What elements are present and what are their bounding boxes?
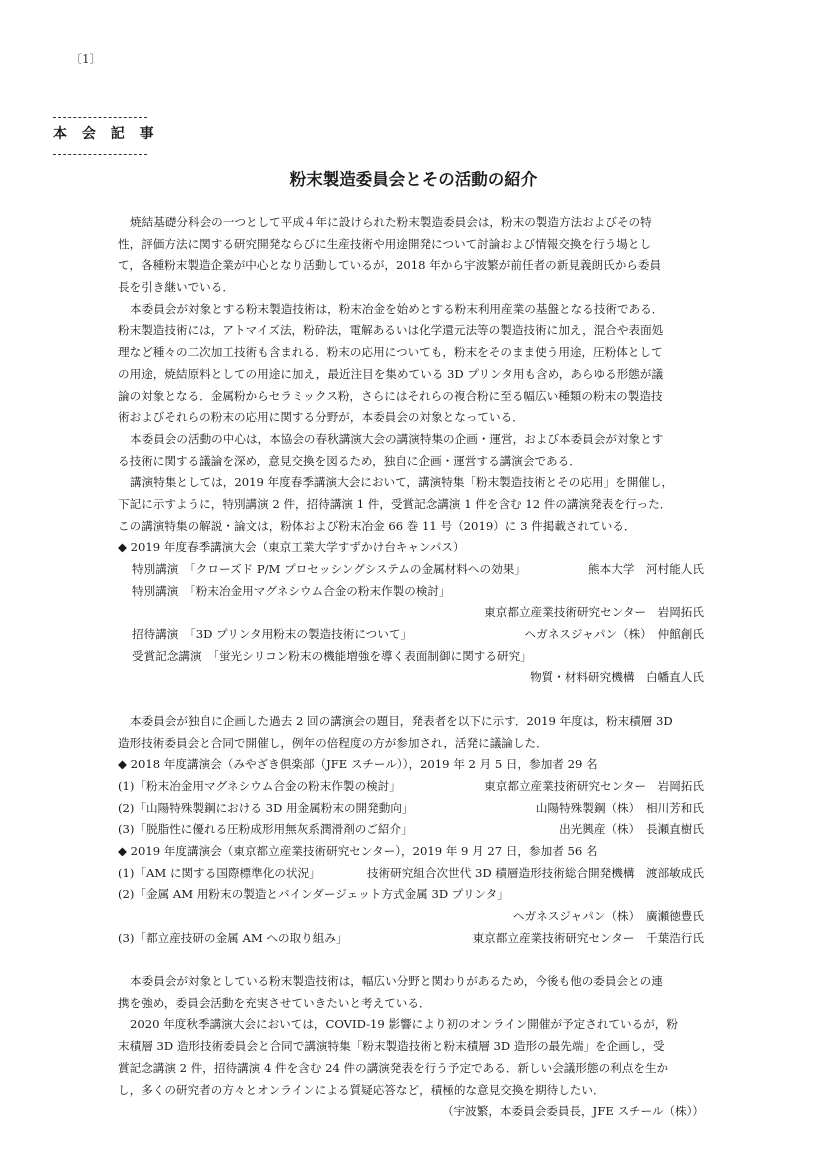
talk-affiliation: 山陽特殊製鋼（株） 相川芳和氏 bbox=[535, 800, 704, 815]
talk-entry bbox=[118, 863, 712, 885]
lecture-affiliation: 熊本大学 河村能人氏 bbox=[588, 562, 704, 576]
talk-affiliation: 出光興産（株） 長瀬直樹氏 bbox=[559, 822, 704, 837]
talk-title: (1)「AM に関する国際標準化の状況」 bbox=[118, 865, 321, 880]
article-title: 粉末製造委員会とその活動の紹介 bbox=[289, 170, 538, 189]
paragraph-line: 長を引き継いでいる． bbox=[118, 280, 234, 295]
talk-title: (3)「都立産技研の金属 AM への取り組み」 bbox=[118, 930, 348, 945]
section-title: 本 会 記 事 bbox=[53, 126, 159, 142]
talk-entry bbox=[118, 928, 712, 950]
paragraph-line: 本委員会が対象とする粉末製造技術は，粉末冶金を始めとする粉末利用産業の基盤となる技術である． bbox=[130, 301, 664, 316]
paragraph-line: 本委員会が独自に企画した過去 2 回の講演会の題目，発表者を以下に示す．2019 年度は，粉末積層 3D bbox=[130, 713, 673, 728]
lecture-affiliation: 東京都立産業技術研究センター 岩岡拓氏 bbox=[484, 605, 704, 620]
paragraph-line: 2020 年度秋季講演大会においては，COVID-19 影響により初のオンライン開催が予定されているが，粉 bbox=[130, 1017, 678, 1032]
talk-title: (2)「山陽特殊製鋼における 3D 用金属粉末の開発動向」 bbox=[118, 800, 414, 815]
paragraph-line: 講演特集としては，2019 年度春季講演大会において，講演特集「粉末製造技術とその応用」を開催し， bbox=[130, 475, 674, 490]
section-rule-top bbox=[53, 117, 147, 118]
article-body bbox=[118, 212, 712, 1123]
lecture-entry bbox=[118, 624, 712, 646]
talk-entry bbox=[118, 819, 712, 841]
paragraph-line: 賞記念講演 2 件，招待講演 4 件を含む 24 件の講演発表を行う予定である．新しい会議形態の利点を生か bbox=[118, 1060, 669, 1075]
spring-2019-heading: ◆ 2019 年度春季講演大会（東京工業大学すずかけ台キャンパス） bbox=[118, 540, 465, 555]
lecture-affiliation: 物質・材料研究機構 白幡直人氏 bbox=[530, 670, 704, 685]
paragraph-line: 本委員会が対象としている粉末製造技術は，幅広い分野と関わりがあるため，今後も他の委員会との連 bbox=[130, 974, 663, 989]
paragraph-line: し，多くの研究者の方々とオンラインによる質疑応答など，積極的な意見交換を期待したい． bbox=[118, 1082, 605, 1097]
paragraph-line: 術およびそれらの粉末の応用に関する分野が，本委員会の対象となっている． bbox=[118, 410, 524, 425]
meeting-2019-heading: ◆ 2019 年度講演会（東京都立産業技術研究センター），2019 年 9 月 27 日，参加者 56 名 bbox=[118, 843, 598, 858]
paragraph-line: 理など種々の二次加工技術も含まれる．粉末の応用についても，粉末をそのまま使う用途，圧粉体として bbox=[118, 345, 663, 360]
paragraph-line: の用途，焼結原料としての用途に加え，最近注目を集めている 3D プリンタ用も含め，あらゆる形態が議 bbox=[118, 366, 664, 381]
talk-title: (2)「金属 AM 用粉末の製造とバインダージェット方式金属 3D プリンタ」 bbox=[118, 887, 509, 902]
lecture-entry bbox=[118, 559, 712, 581]
lecture-title: 受賞記念講演 「蛍光シリコン粉末の機能増強を導く表面制御に関する研究」 bbox=[132, 648, 532, 663]
talk-title: (1)「粉末冶金用マグネシウム合金の粉末作製の検討」 bbox=[118, 778, 401, 793]
section-rule-bottom bbox=[53, 154, 147, 155]
paragraph-line: 造形技術委員会と合同で開催し，例年の倍程度の方が参加され，活発に議論した． bbox=[118, 735, 548, 750]
paragraph-line: この講演特集の解説・論文は，粉体および粉末冶金 66 巻 11 号（2019）に 3 件掲載されている． bbox=[118, 518, 636, 533]
paragraph-line: 粉末製造技術には，アトマイズ法，粉砕法，電解あるいは化学還元法等の製造技術に加え，混合や表面処 bbox=[118, 323, 664, 338]
lecture-title: 招待講演 「3D プリンタ用粉末の製造技術について」 bbox=[132, 627, 413, 642]
lecture-affiliation: ヘガネスジャパン（株） 仲館創氏 bbox=[524, 627, 704, 642]
paragraph-line: て，各種粉末製造企業が中心となり活動しているが，2018 年から宇波繁が前任者の新見義朗氏から委員 bbox=[118, 258, 662, 273]
talk-affiliation: ヘガネスジャパン（株） 廣瀬徳豊氏 bbox=[512, 909, 704, 923]
paragraph-line: る技術に関する議論を深め，意見交換を図るため，独自に企画・運営する講演会である． bbox=[118, 453, 581, 468]
paragraph-line: 論の対象となる．金属粉からセラミックス粉，さらにはそれらの複合粉に至る幅広い種類の粉末の製造技 bbox=[118, 388, 663, 403]
talk-affiliation: 技術研究組合次世代 3D 積層造形技術総合開発機構 渡部敏成氏 bbox=[366, 865, 704, 880]
paragraph-line: 焼結基礎分科会の一つとして平成４年に設けられた粉末製造委員会は，粉末の製造方法およびその特 bbox=[130, 215, 652, 229]
paragraph-line: 末積層 3D 造形技術委員会と合同で講演特集「粉末製造技術と粉末積層 3D 造形の最先端」を企画し，受 bbox=[118, 1039, 665, 1054]
talk-entry bbox=[118, 798, 712, 820]
lecture-title: 特別講演 「粉末冶金用マグネシウム合金の粉末作製の検討」 bbox=[132, 583, 451, 598]
talk-affiliation: 東京都立産業技術研究センター 千葉浩行氏 bbox=[472, 930, 704, 945]
page-number: 〔1〕 bbox=[70, 52, 102, 66]
paragraph-line: 本委員会の活動の中心は，本協会の春秋講演大会の講演特集の企画・運営，および本委員会が対象とす bbox=[130, 431, 664, 446]
talk-title: (3)「脱脂性に優れる圧粉成形用無灰系潤滑剤のご紹介」 bbox=[118, 822, 413, 837]
paragraph-line: 携を強め，委員会活動を充実させていきたいと考えている． bbox=[118, 995, 431, 1010]
lecture-title: 特別講演 「クローズド P/M プロセッシングシステムの金属材料への効果」 bbox=[132, 562, 526, 576]
paragraph-line: 性，評価方法に関する研究開発ならびに生産技術や用途開発について討論および情報交換を行う場とし bbox=[118, 236, 652, 251]
signature: （宇波繁，本委員会委員長，JFE スチール（株）） bbox=[441, 1104, 704, 1119]
talk-entry bbox=[118, 776, 712, 798]
meeting-2018-heading: ◆ 2018 年度講演会（みやざき倶楽部（JFE スチール）），2019 年 2 月 5 日，参加者 29 名 bbox=[118, 757, 598, 772]
paragraph-line: 下記に示すように，特別講演 2 件，招待講演 1 件，受賞記念講演 1 件を含む 12 件の講演発表を行った． bbox=[118, 496, 672, 511]
talk-affiliation: 東京都立産業技術研究センター 岩岡拓氏 bbox=[484, 778, 704, 793]
